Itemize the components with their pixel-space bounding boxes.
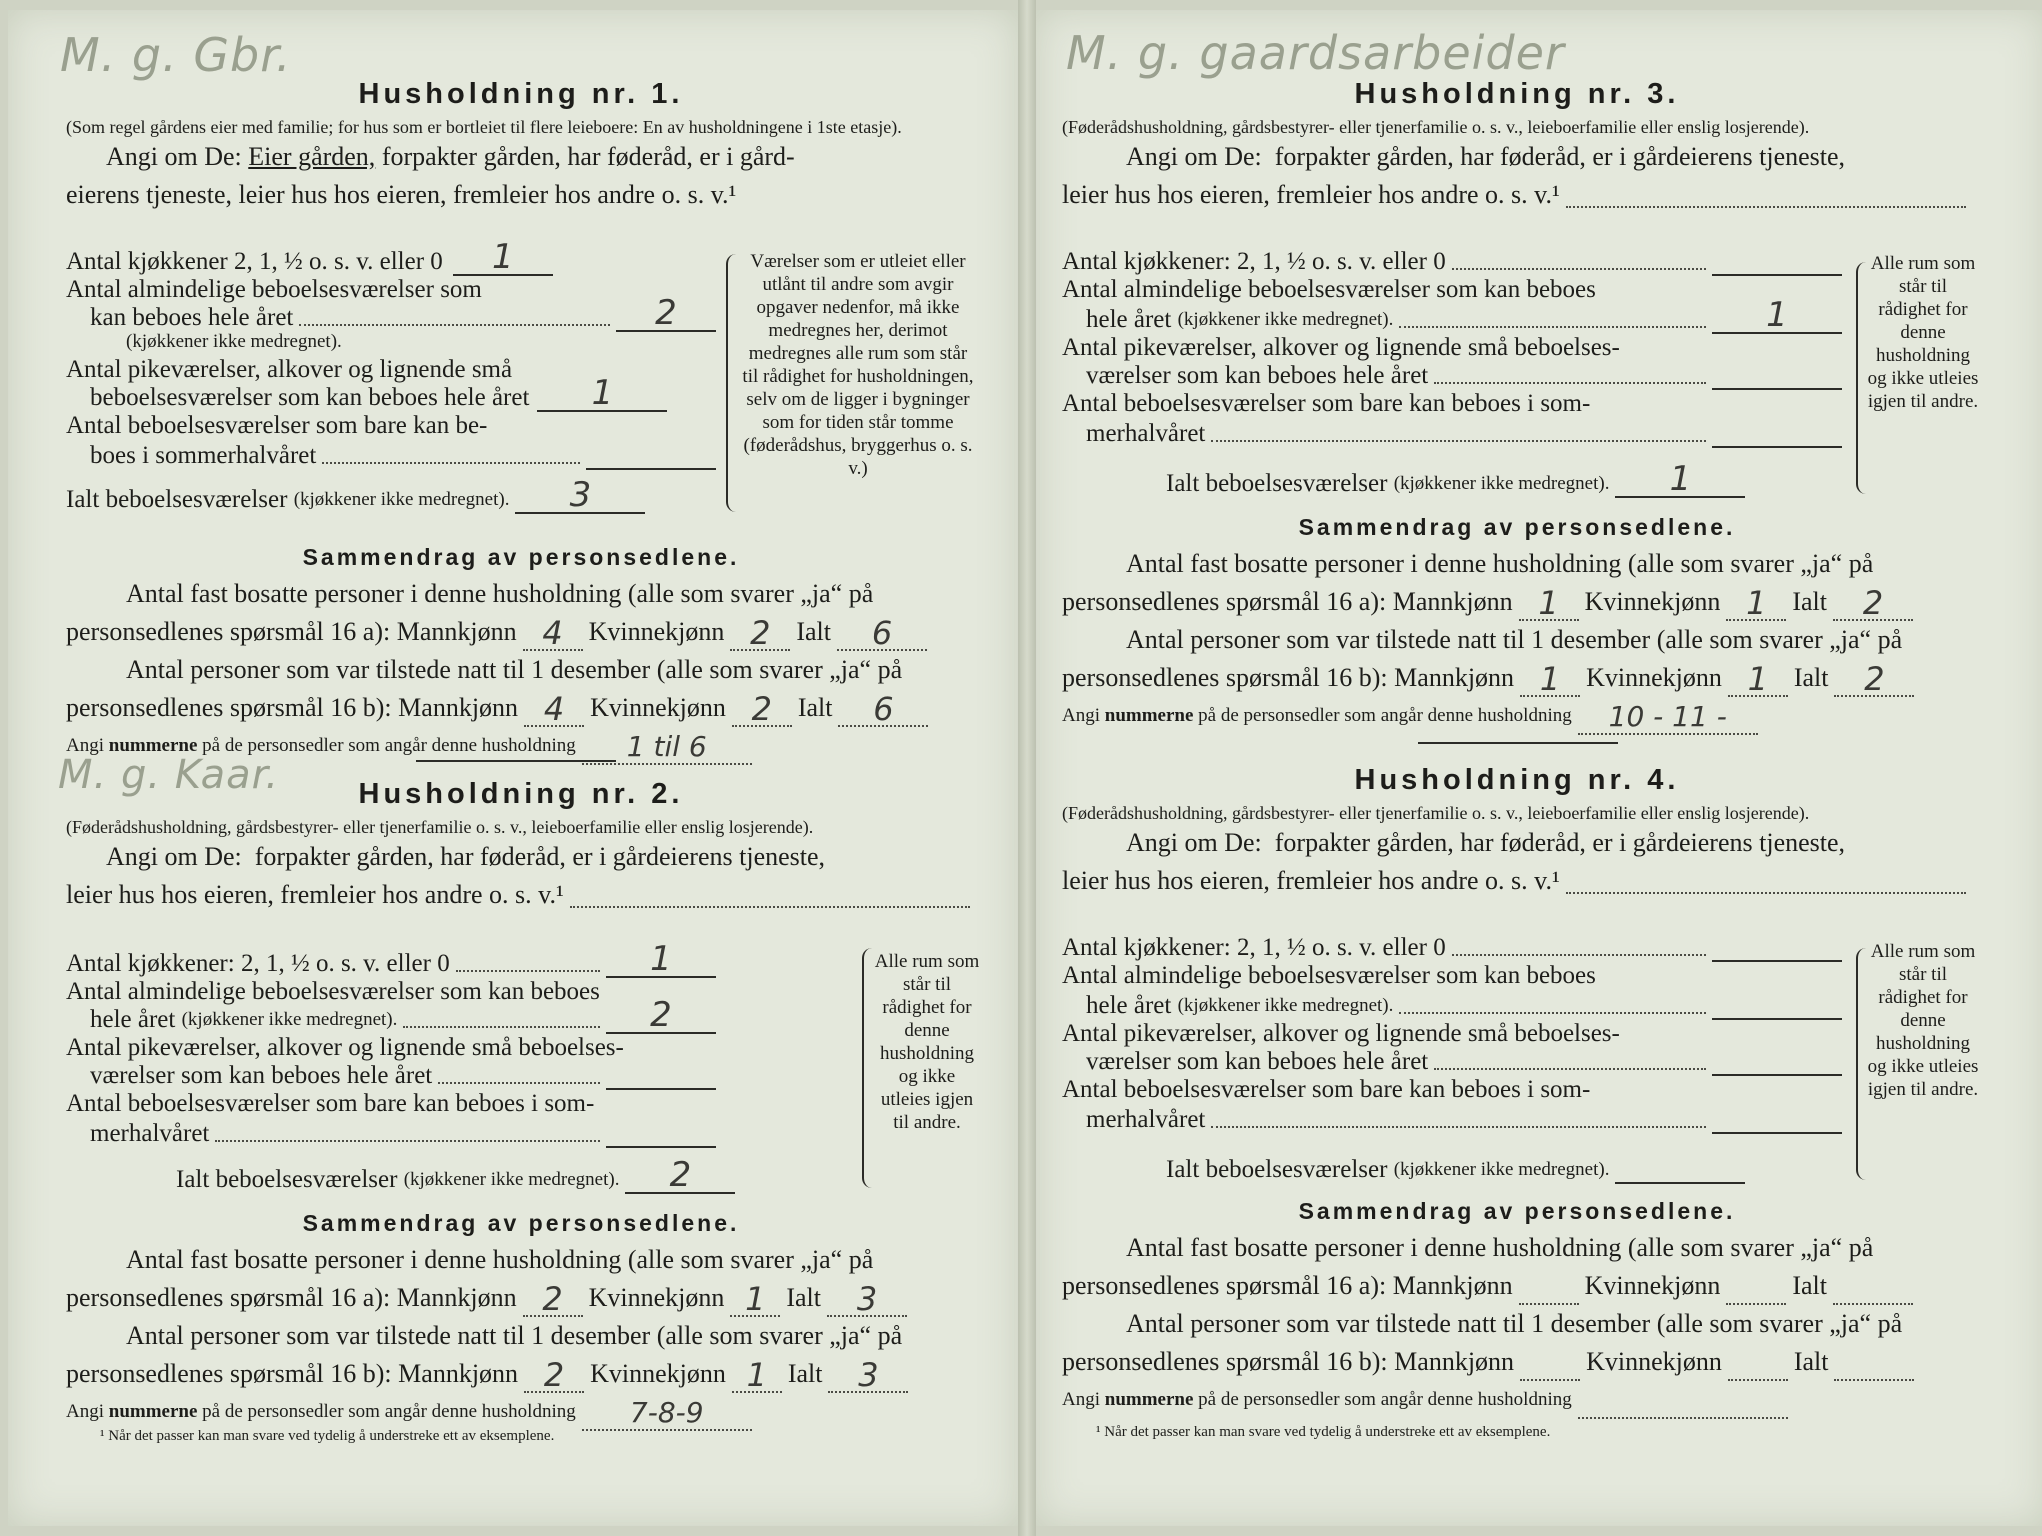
mann-label: Mannkjønn	[396, 617, 517, 646]
kvinne-label: Kvinnekjønn	[588, 1283, 725, 1312]
tilst-text-2: personsedlenes spørsmål 16 b):	[66, 693, 392, 722]
kjokkener-value	[1712, 960, 1842, 962]
side-note: Alle rum som står til rådighet for denne husholdning og ikke utleies igjen til andre.	[1867, 253, 1979, 412]
mann-label: Mannkjønn	[398, 693, 519, 722]
ialt-short-label: Ialt	[787, 1359, 823, 1388]
ialt-note: (kjøkkener ikke medregnet).	[1393, 1159, 1610, 1180]
household-2	[66, 778, 976, 914]
tilst-text: Antal personer som var tilstede natt til 1 desember (alle som svarer „ja“ på	[126, 1321, 903, 1350]
ialt-short-label: Ialt	[1793, 1347, 1829, 1376]
kvinne-label: Kvinnekjønn	[1586, 663, 1722, 692]
household-title: Husholdning nr. 4.	[1354, 764, 1680, 796]
mann-label: Mannkjønn	[396, 1283, 517, 1312]
kvinne-label: Kvinnekjønn	[590, 693, 726, 722]
alm-value: 2	[606, 998, 716, 1034]
angi-options: forpakter gården, har føderåd, er i gårdeierens tjeneste,	[254, 842, 826, 871]
angi-option-selected: Eier gården,	[248, 142, 376, 171]
fast-ialt-value: 6	[837, 617, 927, 651]
alm-note: (kjøkkener ikke medregnet).	[126, 331, 342, 352]
pike-label-2: værelser som kan beboes hele året	[1086, 362, 1429, 389]
h4-rooms	[1062, 930, 1842, 1184]
nummerne-pre: Angi	[66, 735, 104, 756]
alm-value: 2	[616, 296, 716, 332]
til-ialt-value	[1834, 1379, 1914, 1381]
angi-options: forpakter gården, har føderåd, er i gårdeierens tjeneste,	[1274, 828, 1846, 857]
nummerne-bold: nummerne	[1104, 705, 1194, 726]
nummerne-post: på de personsedler som angår denne husholdning	[1198, 1389, 1572, 1410]
nummerne-post: på de personsedler som angår denne husholdning	[202, 1401, 576, 1422]
alm-value	[1712, 1018, 1842, 1020]
ialt-value: 2	[625, 1158, 735, 1194]
footnote: ¹ Når det passer kan man svare ved tydelig å understreke ett av eksemplene.	[100, 1428, 555, 1444]
angi-options-2: leier hus hos eieren, fremleier hos andre o. s. v.¹	[1062, 866, 1560, 895]
nummerne-pre: Angi	[66, 1401, 104, 1422]
til-kvinne-value	[1728, 1379, 1788, 1381]
alm-label-2: hele året	[1086, 306, 1172, 333]
footnote: ¹ Når det passer kan man svare ved tydelig å understreke ett av eksemplene.	[1096, 1424, 1551, 1440]
ialt-note: (kjøkkener ikke medregnet).	[403, 1169, 620, 1190]
nummerne-value: 7-8-9	[582, 1397, 752, 1431]
household-4	[1062, 764, 1972, 900]
pike-label: Antal pikeværelser, alkover og lignende små beboelses-	[66, 1034, 624, 1061]
angi-line-1	[66, 138, 976, 176]
til-ialt-value: 3	[828, 1359, 908, 1393]
mann-label: Mannkjønn	[1392, 1271, 1513, 1300]
side-brace	[726, 254, 738, 512]
sommer-value	[1712, 446, 1842, 448]
fast-kvinne-value: 2	[730, 617, 790, 651]
angi-line-2	[66, 176, 976, 214]
angi-options: forpakter gården, har føderåd, er i gårdeierens tjeneste,	[1274, 142, 1846, 171]
fast-kvinne-value: 1	[730, 1283, 780, 1317]
alm-label-2: hele året	[90, 1006, 176, 1033]
alm-label: Antal almindelige beboelsesværelser som kan beboes	[66, 978, 600, 1005]
ialt-short-label: Ialt	[1792, 587, 1828, 616]
sommer-label-2: merhalvåret	[1086, 420, 1206, 447]
pike-value	[1712, 388, 1842, 390]
pike-label: Antal pikeværelser, alkover og lignende små beboelses-	[1062, 334, 1620, 361]
sommer-label: Antal beboelsesværelser som bare kan beboes i som-	[1062, 390, 1591, 417]
til-kvinne-value: 2	[732, 693, 792, 727]
fast-text: Antal fast bosatte personer i denne husholdning (alle som svarer „ja“ på	[1126, 549, 1874, 578]
alm-note: (kjøkkener ikke medregnet).	[1177, 309, 1394, 330]
household-title: Husholdning nr. 2.	[358, 778, 684, 810]
kjokkener-value: 1	[453, 240, 553, 276]
fast-text-2: personsedlenes spørsmål 16 a):	[66, 617, 391, 646]
pike-value: 1	[537, 376, 667, 412]
annotation-h1: M. g. Gbr.	[60, 28, 292, 82]
kjokkener-label: Antal kjøkkener 2, 1, ½ o. s. v. eller 0	[66, 248, 443, 275]
pike-value	[606, 1088, 716, 1090]
alm-label-2: kan beboes hele året	[90, 304, 294, 331]
angi-options-2: leier hus hos eieren, fremleier hos andre o. s. v.¹	[1062, 180, 1560, 209]
household-note: (Føderådshusholdning, gårdsbestyrer- eller tjenerfamilie o. s. v., leieboerfamilie eller enslig losjerende).	[66, 817, 814, 837]
fast-text-2: personsedlenes spørsmål 16 a):	[1062, 587, 1387, 616]
nummerne-value: 1 til 6	[582, 731, 752, 765]
ialt-short-label: Ialt	[797, 693, 833, 722]
pike-label-2: beboelsesværelser som kan beboes hele året	[90, 384, 530, 411]
pike-label-2: værelser som kan beboes hele året	[1086, 1048, 1429, 1075]
mann-label: Mannkjønn	[1392, 587, 1513, 616]
kjokkener-value	[1712, 274, 1842, 276]
angi-prefix: Angi om De:	[106, 842, 242, 871]
nummerne-bold: nummerne	[108, 1401, 198, 1422]
nummerne-post: på de personsedler som angår denne husholdning	[1198, 705, 1572, 726]
pike-label: Antal pikeværelser, alkover og lignende små beboelses-	[1062, 1020, 1620, 1047]
side-note: Alle rum som står til rådighet for denne husholdning og ikke utleies igjen til andre.	[874, 951, 980, 1133]
fast-text: Antal fast bosatte personer i denne husholdning (alle som svarer „ja“ på	[1126, 1233, 1874, 1262]
tilst-text-2: personsedlenes spørsmål 16 b):	[1062, 663, 1388, 692]
annotation-h3: M. g. gaardsarbeider	[1066, 26, 1565, 80]
angi-prefix: Angi om De:	[1126, 142, 1262, 171]
til-ialt-value: 6	[838, 693, 928, 727]
nummerne-bold: nummerne	[1104, 1389, 1194, 1410]
alm-note: (kjøkkener ikke medregnet).	[1177, 995, 1394, 1016]
household-title: Husholdning nr. 3.	[1354, 78, 1680, 110]
ialt-note: (kjøkkener ikke medregnet).	[1393, 473, 1610, 494]
kvinne-label: Kvinnekjønn	[1586, 1347, 1722, 1376]
fast-mann-value: 1	[1519, 587, 1579, 621]
sommer-label-2: merhalvåret	[90, 1120, 210, 1147]
household-3	[1062, 78, 1972, 214]
sommer-label: Antal beboelsesværelser som bare kan beboes i som-	[1062, 1076, 1591, 1103]
ialt-note: (kjøkkener ikke medregnet).	[293, 489, 510, 510]
nummerne-value: 10 - 11 -	[1578, 701, 1758, 735]
ialt-label: Ialt beboelsesværelser	[1166, 470, 1388, 497]
fast-text: Antal fast bosatte personer i denne husholdning (alle som svarer „ja“ på	[126, 579, 874, 608]
fast-text-2: personsedlenes spørsmål 16 a):	[66, 1283, 391, 1312]
ialt-short-label: Ialt	[1792, 1271, 1828, 1300]
angi-prefix: Angi om De:	[106, 142, 242, 171]
summary-title: Sammendrag av personsedlene.	[302, 1210, 740, 1236]
household-note: (Føderådshusholdning, gårdsbestyrer- eller tjenerfamilie o. s. v., leieboerfamilie eller enslig losjerende).	[1062, 803, 1810, 823]
mann-label: Mannkjønn	[1394, 1347, 1515, 1376]
divider	[1418, 742, 1618, 744]
kjokkener-label: Antal kjøkkener: 2, 1, ½ o. s. v. eller 0	[1062, 248, 1446, 275]
pike-label-2: værelser som kan beboes hele året	[90, 1062, 433, 1089]
ialt-label: Ialt beboelsesværelser	[176, 1166, 398, 1193]
pike-value	[1712, 1074, 1842, 1076]
angi-prefix: Angi om De:	[1126, 828, 1262, 857]
til-kvinne-value: 1	[1728, 663, 1788, 697]
ialt-value: 1	[1615, 462, 1745, 498]
page-fold	[1018, 0, 1036, 1536]
nummerne-bold: nummerne	[108, 735, 198, 756]
household-1	[66, 78, 976, 214]
h1-rooms	[66, 237, 716, 515]
fast-ialt-value: 2	[1833, 587, 1913, 621]
sommer-value	[586, 468, 716, 470]
side-note: Alle rum som står til rådighet for denne husholdning og ikke utleies igjen til andre.	[1867, 941, 1979, 1100]
nummerne-value	[1578, 1417, 1788, 1419]
mann-label: Mannkjønn	[398, 1359, 519, 1388]
household-note: (Som regel gårdens eier med familie; for hus som er bortleiet til flere leieboere: En av husholdningene i 1ste etasje).	[66, 117, 902, 137]
alm-note: (kjøkkener ikke medregnet).	[181, 1009, 398, 1030]
nummerne-pre: Angi	[1062, 1389, 1100, 1410]
household-note: (Føderådshusholdning, gårdsbestyrer- eller tjenerfamilie o. s. v., leieboerfamilie eller enslig losjerende).	[1062, 117, 1810, 137]
ialt-short-label: Ialt	[796, 617, 832, 646]
h1-summary	[66, 534, 976, 765]
summary-title: Sammendrag av personsedlene.	[1298, 514, 1736, 540]
sommer-value	[1712, 1132, 1842, 1134]
angi-options-2: eierens tjeneste, leier hus hos eieren, fremleier hos andre o. s. v.¹	[66, 180, 737, 209]
kjokkener-label: Antal kjøkkener: 2, 1, ½ o. s. v. eller 0	[66, 950, 450, 977]
sommer-label: Antal beboelsesværelser som bare kan beboes i som-	[66, 1090, 595, 1117]
household-title: Husholdning nr. 1.	[358, 78, 684, 110]
til-mann-value: 1	[1520, 663, 1580, 697]
h3-rooms	[1062, 244, 1842, 498]
ialt-short-label: Ialt	[786, 1283, 822, 1312]
fast-text-2: personsedlenes spørsmål 16 a):	[1062, 1271, 1387, 1300]
kvinne-label: Kvinnekjønn	[1584, 1271, 1721, 1300]
sommer-label-2: boes i sommerhalvåret	[90, 442, 317, 469]
summary-title: Sammendrag av personsedlene.	[302, 544, 740, 570]
pike-label: Antal pikeværelser, alkover og lignende små	[66, 356, 513, 383]
til-kvinne-value: 1	[732, 1359, 782, 1393]
sommer-value	[606, 1146, 716, 1148]
fast-ialt-value: 3	[827, 1283, 907, 1317]
divider	[416, 760, 616, 762]
tilst-text: Antal personer som var tilstede natt til 1 desember (alle som svarer „ja“ på	[126, 655, 903, 684]
kjokkener-value: 1	[606, 942, 716, 978]
til-mann-value: 4	[524, 693, 584, 727]
kvinne-label: Kvinnekjønn	[588, 617, 725, 646]
sommer-label: Antal beboelsesværelser som bare kan be-	[66, 412, 488, 439]
alm-label: Antal almindelige beboelsesværelser som	[66, 276, 482, 303]
ialt-label: Ialt beboelsesværelser	[1166, 1156, 1388, 1183]
angi-options: forpakter gården, har føderåd, er i gård-	[381, 142, 795, 171]
ialt-value	[1615, 1182, 1745, 1184]
nummerne-post: på de personsedler som angår denne husholdning	[202, 735, 576, 756]
kjokkener-label: Antal kjøkkener: 2, 1, ½ o. s. v. eller 0	[1062, 934, 1446, 961]
fast-mann-value: 2	[523, 1283, 583, 1317]
h2-rooms	[66, 939, 716, 1195]
fast-kvinne-value: 1	[1726, 587, 1786, 621]
alm-label: Antal almindelige beboelsesværelser som kan beboes	[1062, 962, 1596, 989]
alm-label: Antal almindelige beboelsesværelser som kan beboes	[1062, 276, 1596, 303]
h4-summary	[1062, 1188, 1972, 1419]
til-ialt-value: 2	[1834, 663, 1914, 697]
h2-summary	[66, 1200, 976, 1431]
fast-mann-value: 4	[523, 617, 583, 651]
mann-label: Mannkjønn	[1394, 663, 1515, 692]
tilst-text: Antal personer som var tilstede natt til 1 desember (alle som svarer „ja“ på	[1126, 1309, 1903, 1338]
til-mann-value: 2	[524, 1359, 584, 1393]
tilst-text: Antal personer som var tilstede natt til 1 desember (alle som svarer „ja“ på	[1126, 625, 1903, 654]
side-note: Værelser som er utleiet eller utlånt til andre som avgir opgaver nedenfor, må ikke medregnes her, derimot medregnes alle rum som står til rådighet for husholdningen, selv om de ligger i bygninger som for tiden står tomme (føderådshus, bryggerhus o. s. v.)	[742, 251, 974, 479]
ialt-label: Ialt beboelsesværelser	[66, 486, 288, 513]
summary-title: Sammendrag av personsedlene.	[1298, 1198, 1736, 1224]
ialt-short-label: Ialt	[1793, 663, 1829, 692]
h3-summary	[1062, 504, 1972, 735]
fast-text: Antal fast bosatte personer i denne husholdning (alle som svarer „ja“ på	[126, 1245, 874, 1274]
sommer-label-2: merhalvåret	[1086, 1106, 1206, 1133]
ialt-value: 3	[515, 478, 645, 514]
alm-value: 1	[1712, 298, 1842, 334]
alm-label-2: hele året	[1086, 992, 1172, 1019]
nummerne-pre: Angi	[1062, 705, 1100, 726]
tilst-text-2: personsedlenes spørsmål 16 b):	[1062, 1347, 1388, 1376]
tilst-text-2: personsedlenes spørsmål 16 b):	[66, 1359, 392, 1388]
kvinne-label: Kvinnekjønn	[1584, 587, 1721, 616]
kvinne-label: Kvinnekjønn	[590, 1359, 726, 1388]
angi-options-2: leier hus hos eieren, fremleier hos andre o. s. v.¹	[66, 880, 564, 909]
annotation-h2: M. g. Kaar.	[58, 752, 280, 798]
